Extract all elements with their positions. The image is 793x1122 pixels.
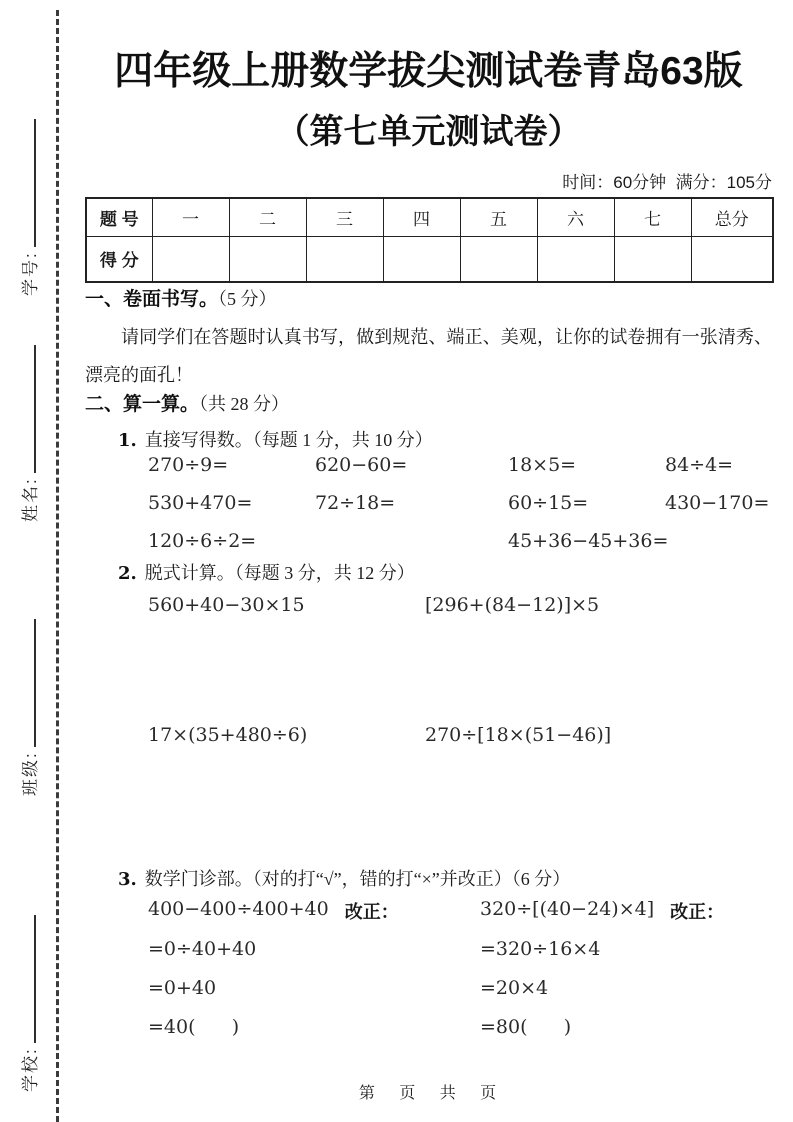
calc-problem: 120÷6÷2= [148,530,257,552]
item1-points: （每题 1 分，共 10 分） [252,430,433,450]
clinic-left-expr-line [148,898,480,938]
score-table-col-5: 五 [460,198,537,236]
item2-number: 2. [118,563,137,584]
score-cell [152,236,229,282]
calc-problem: 270÷9= [148,454,229,476]
score-table-col-1: 一 [152,198,229,236]
student-name-field [16,345,41,522]
correction-label: 改正： [670,902,725,922]
score-cell [383,236,460,282]
score-table [85,197,774,283]
item1-heading [118,426,772,452]
class-blank-line [19,619,36,747]
calc-problem: 530+470= [148,492,253,514]
oral-calc-grid [148,454,773,568]
item1-number: 1. [118,430,137,451]
clinic-left-column [148,898,480,1055]
section-one-instructions: 请同学们在答题时认真书写，做到规范、端正、美观，让你的试卷拥有一张清秀、漂亮的面孔！ [85,327,772,385]
item3-points: （对的打“√”，错的打“×”并改正）（6 分） [252,869,571,889]
calc-problem: 72÷18= [315,492,396,514]
score-table-col-3: 三 [306,198,383,236]
step-calc-row-1 [148,594,773,616]
clinic-right-expr-line [480,898,773,938]
score-cell [306,236,383,282]
section-two-points: （共 28 分） [199,394,290,414]
section-two-heading [85,392,772,417]
page-subtitle: （第七单元测试卷） [275,113,582,151]
seal-dashed-line [56,10,59,1122]
clinic-step: =0÷40+40 [148,938,257,960]
student-name-blank-line [19,345,36,473]
step-calc-expr: 270÷[18×(51−46)] [425,724,612,746]
student-name-label: 姓名: [21,477,40,522]
student-id-field [16,119,41,296]
score-table-col-7: 七 [614,198,691,236]
school-field [16,915,41,1092]
clinic-step: =40( ) [148,1016,240,1038]
score-table-col-2: 二 [229,198,306,236]
score-cell [691,236,773,282]
student-id-label: 学号: [21,251,40,296]
score-row-label: 得 分 [86,236,152,282]
clinic-step: =0+40 [148,977,217,999]
clinic-right-column [480,898,773,1055]
item2-heading [118,559,772,585]
clinic-section [148,898,773,1055]
score-cell [460,236,537,282]
section-one-title: 一、卷面书写。 [85,289,219,310]
item3-title: 数学门诊部。 [144,869,253,889]
item1-title: 直接写得数。 [144,430,253,450]
calc-problem: 18×5= [508,454,577,476]
step-calc-expr: 560+40−30×15 [148,594,305,616]
step-calc-expr: 17×(35+480÷6) [148,724,308,746]
item3-heading [118,865,772,891]
clinic-step: =320÷16×4 [480,938,601,960]
clinic-step: =80( ) [480,1016,572,1038]
score-cell [614,236,691,282]
class-label: 班级: [21,751,40,796]
page-footer: 第 页 共 页 [358,1085,499,1102]
section-one-points: （5 分） [218,289,277,309]
section-two-title: 二、算一算。 [85,394,200,415]
clinic-expr: 400−400÷400+40 [148,898,329,920]
calc-problem: 430−170= [665,492,770,514]
item2-points: （每题 3 分，共 12 分） [234,563,415,583]
score-table-corner-label: 题 号 [86,198,152,236]
step-calc-expr: [296+(84−12)]×5 [425,594,600,616]
score-cell [537,236,614,282]
calc-problem: 60÷15= [508,492,589,514]
step-calc-row-2 [148,724,773,746]
score-cell [229,236,306,282]
section-one-heading [85,287,772,312]
score-table-col-total: 总分 [691,198,773,236]
calc-problem: 84÷4= [665,454,734,476]
class-field [16,619,41,796]
score-table-col-6: 六 [537,198,614,236]
calc-problem: 45+36−45+36= [508,530,669,552]
score-table-col-4: 四 [383,198,460,236]
student-id-blank-line [19,119,36,247]
clinic-expr: 320÷[(40−24)×4] [480,898,655,920]
time-score-info: 时间：60分钟 满分：105分 [562,173,772,192]
calc-problem: 620−60= [315,454,408,476]
school-blank-line [19,915,36,1043]
item2-title: 脱式计算。 [144,563,235,583]
school-label: 学校: [21,1047,40,1092]
page-title: 四年级上册数学拔尖测试卷青岛63版 [114,50,743,93]
item3-number: 3. [118,869,137,890]
correction-label: 改正： [344,902,399,922]
clinic-step: =20×4 [480,977,549,999]
